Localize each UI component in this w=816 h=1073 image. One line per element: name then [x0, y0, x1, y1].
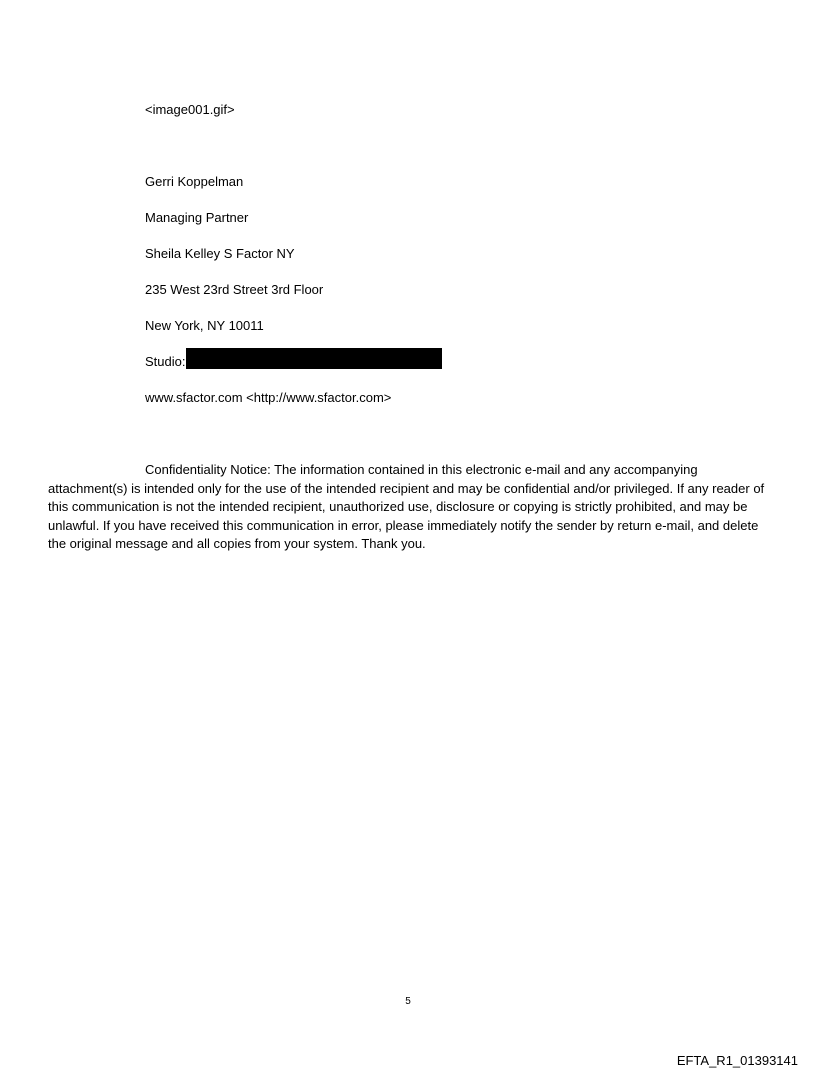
page-number: 5 — [405, 996, 411, 1007]
redaction-block — [186, 348, 442, 369]
signature-studio-label: Studio: — [145, 354, 186, 369]
confidentiality-notice: Confidentiality Notice: The information contained in this electronic e-mail and any accompanying attachment(s) is intended only for the use of the intended recipient and may be confidential and/or privileged. If any reader of this communication is not the intended recipient, unauthorized use, disclosure or copying is strictly prohibited, and may be unlawful. If you have received this communication in error, please immediately notify the sender by return e-mail, and delete the original message and all copies from your system. Thank you. — [48, 462, 765, 551]
signature-website: www.sfactor.com <http://www.sfactor.com> — [145, 390, 392, 405]
attachment-placeholder: <image001.gif> — [145, 102, 235, 117]
signature-address-line1: 235 West 23rd Street 3rd Floor — [145, 282, 324, 297]
bates-number: EFTA_R1_01393141 — [676, 1053, 798, 1068]
signature-title: Managing Partner — [145, 210, 249, 225]
signature-name: Gerri Koppelman — [145, 174, 244, 189]
signature-company: Sheila Kelley S Factor NY — [145, 246, 295, 261]
signature-address-line2: New York, NY 10011 — [145, 318, 264, 333]
